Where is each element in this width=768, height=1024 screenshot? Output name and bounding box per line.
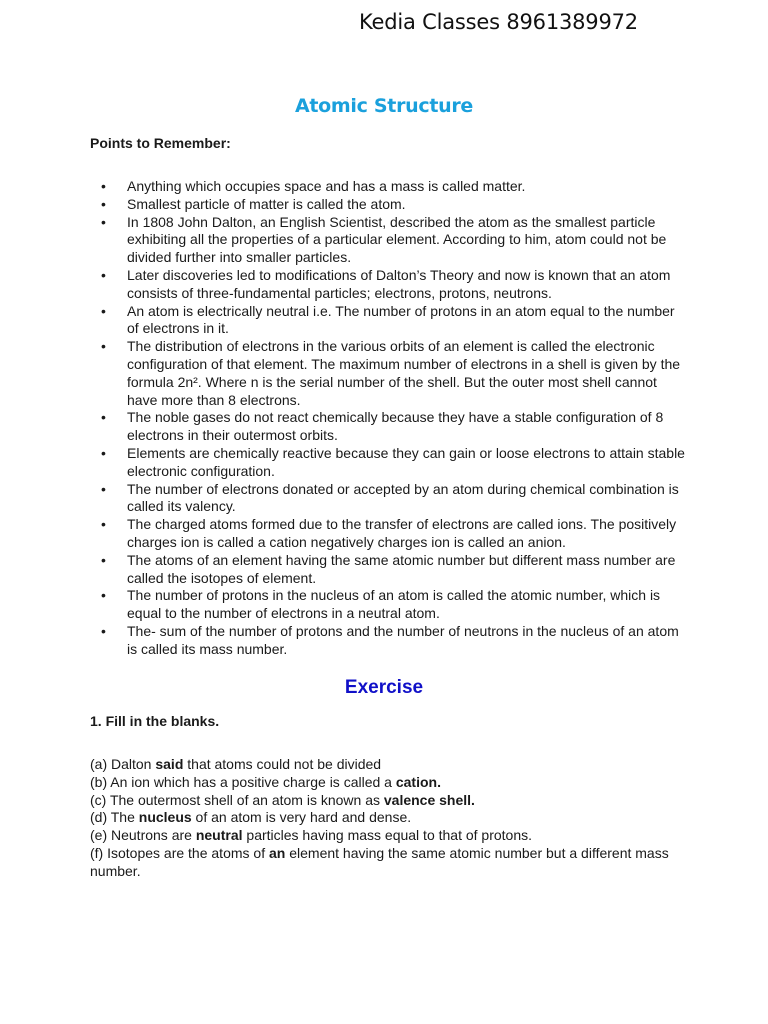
answer-key: valence shell. — [383, 791, 475, 808]
answer-key: cation. — [395, 773, 441, 790]
answer-line-a — [90, 756, 690, 774]
answer-line-c — [90, 792, 690, 810]
answer-key: said — [155, 756, 184, 772]
list-item — [90, 178, 690, 196]
list-item — [90, 214, 690, 267]
point-text: The atoms of an element having the same atomic number but different mass number are called the isotopes of element. — [127, 551, 676, 586]
point-text: Smallest particle of matter is called the atom. — [127, 195, 406, 212]
exercise-title: Exercise — [344, 677, 424, 698]
point-text: Elements are chemically reactive because they can gain or loose electrons to attain stable electronic configuration. — [127, 444, 685, 479]
answer-key: an — [268, 844, 286, 861]
points-list — [90, 178, 690, 659]
list-item — [90, 481, 690, 517]
point-text: Later discoveries led to modifications of Dalton’s Theory and now is known that an atom consists of three-fundamental particles; electrons, protons, neutrons. — [127, 266, 671, 301]
answer-text: (f) Isotopes are the atoms of — [90, 844, 269, 861]
bullet-icon: • — [101, 178, 106, 194]
point-text: The number of protons in the nucleus of an atom is called the atomic number, which is equal to the number of electrons in a neutral atom. — [127, 587, 661, 622]
list-item — [90, 552, 690, 588]
list-item — [90, 196, 690, 214]
point-text: The number of electrons donated or accepted by an atom during chemical combination is called its valency. — [127, 480, 679, 515]
answer-line-e — [90, 827, 690, 845]
list-item — [90, 303, 690, 339]
bullet-icon: • — [101, 480, 106, 497]
bullet-icon: • — [101, 266, 106, 283]
bullet-icon: • — [101, 409, 106, 426]
bullet-icon: • — [101, 444, 106, 461]
answer-text: (b) An ion which has a positive charge is called a — [90, 773, 396, 790]
answer-text: particles having mass equal to that of protons. — [242, 827, 533, 844]
bullet-icon: • — [101, 516, 106, 533]
point-text: The- sum of the number of protons and the number of neutrons in the nucleus of an atom is called its mass number. — [127, 622, 679, 657]
answer-text: (e) Neutrons are — [90, 827, 196, 844]
point-text: The charged atoms formed due to the transfer of electrons are called ions. The positively charges ion is called a cation negatively charges ion is called an anion. — [127, 516, 677, 550]
bullet-icon: • — [101, 338, 106, 355]
bullet-icon: • — [101, 622, 106, 639]
answers-list — [90, 756, 690, 881]
answer-line-d — [90, 809, 690, 827]
point-text: Anything which occupies space and has a mass is called matter. — [127, 178, 526, 194]
answer-key: nucleus — [138, 809, 192, 826]
list-item — [90, 445, 690, 481]
exercise-heading: 1. Fill in the blanks. — [90, 713, 220, 729]
list-item — [90, 587, 690, 623]
list-item — [90, 516, 690, 552]
bullet-icon: • — [101, 551, 106, 568]
list-item — [90, 623, 690, 659]
answer-text: (c) The outermost shell of an atom is known as — [90, 791, 384, 808]
answer-text: that atoms could not be divided — [183, 756, 382, 772]
point-text: An atom is electrically neutral i.e. The number of protons in an atom equal to the number of electrons in it. — [127, 302, 675, 337]
list-item — [90, 267, 690, 303]
point-text: The noble gases do not react chemically because they have a stable configuration of 8 electrons in their outermost orbits. — [127, 409, 664, 444]
list-item — [90, 409, 690, 445]
point-text: The distribution of electrons in the various orbits of an element is called the electronic configuration of that element. The maximum number of electrons in a shell is given by the formula 2n². Where n is the serial number of the shell. But the outer most shell cannot have more than 8 electrons. — [127, 338, 681, 408]
answer-text: element having the same atomic number but a different mass number. — [90, 844, 669, 879]
answer-text: (d) The — [90, 809, 139, 826]
points-heading: Points to Remember: — [90, 135, 231, 151]
document-title: Atomic Structure — [294, 95, 474, 117]
bullet-icon: • — [101, 587, 106, 604]
answer-line-b — [90, 774, 690, 792]
header-brand: Kedia Classes 8961389972 — [359, 10, 638, 34]
bullet-icon: • — [101, 195, 106, 212]
answer-key: neutral — [195, 827, 243, 844]
answer-text: (a) Dalton — [90, 756, 156, 772]
point-text: In 1808 John Dalton, an English Scientist, described the atom as the smallest particle exhibiting all the properties of a particular element. According to him, atom could not be divided further into smaller particles. — [127, 213, 667, 266]
answer-text: of an atom is very hard and dense. — [191, 809, 412, 826]
bullet-icon: • — [101, 302, 106, 319]
answer-line-f — [90, 845, 690, 881]
bullet-icon: • — [101, 213, 106, 230]
list-item — [90, 338, 690, 409]
